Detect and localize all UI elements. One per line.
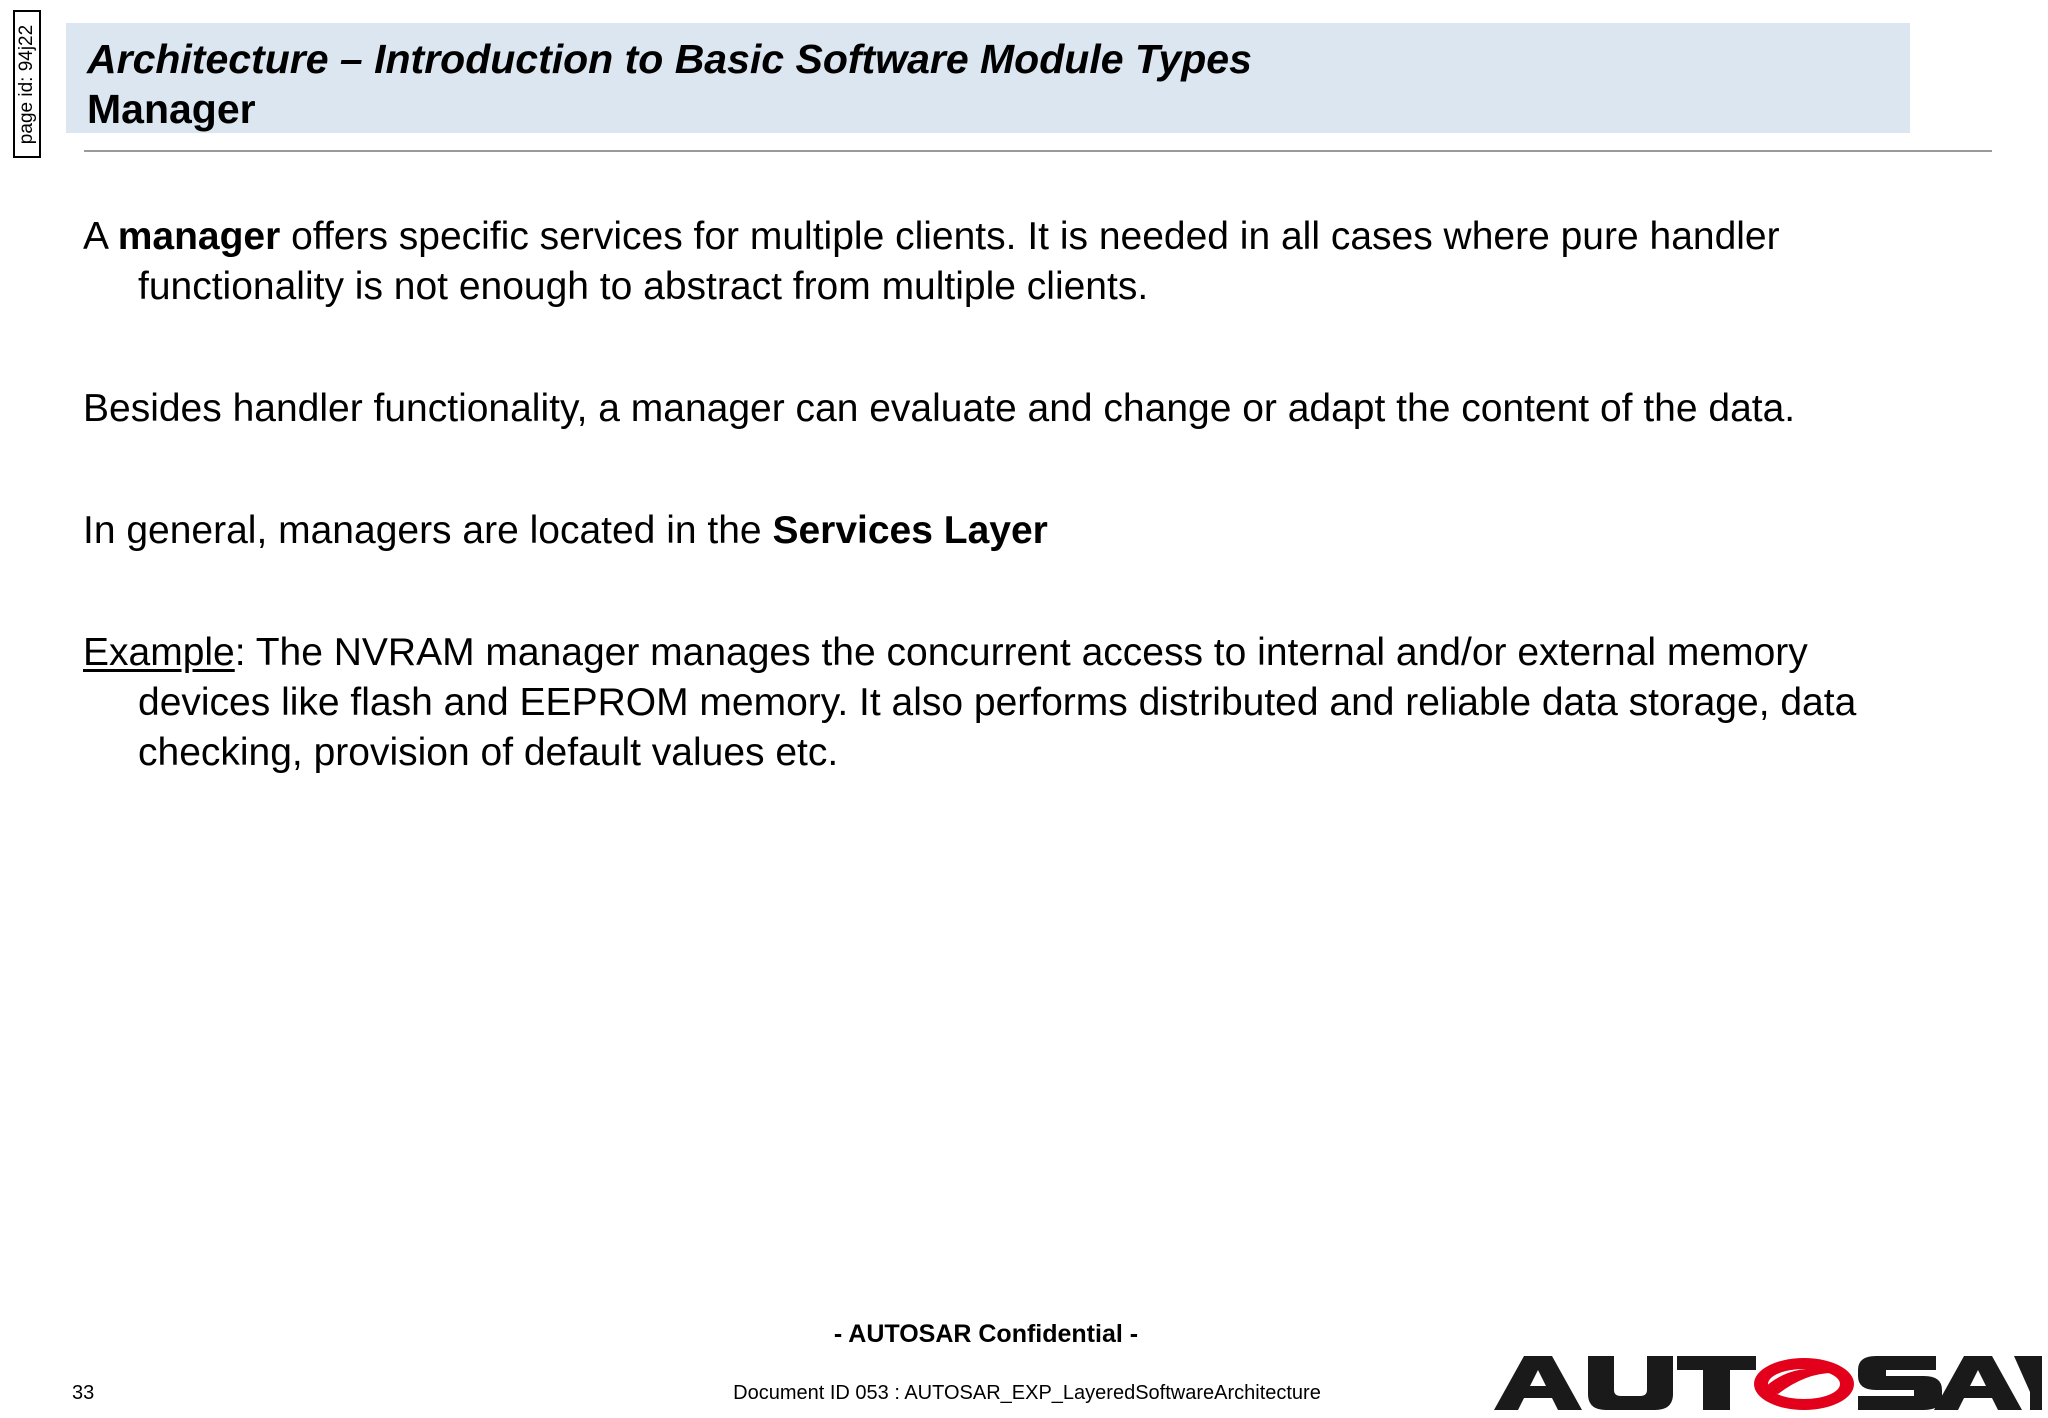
logo-letter-s — [1858, 1356, 1942, 1410]
paragraph-text: : The NVRAM manager manages the concurrent access to internal and/or external memory devices like flash and EEPROM memory. It also performs distributed and reliable data storage, data checking, provision of default values etc. — [138, 631, 1857, 774]
autosar-logo — [1494, 1352, 2042, 1414]
paragraph-services-layer — [83, 506, 1933, 556]
confidential-notice: - AUTOSAR Confidential - — [833, 1320, 1139, 1348]
slide-body — [83, 212, 1933, 778]
logo-letter-t — [1677, 1356, 1756, 1410]
logo-letter-u — [1588, 1356, 1673, 1410]
paragraph-text: offers specific services for multiple clients. It is needed in all cases where pure handler functionality is not enough to abstract from multiple clients. — [138, 215, 1780, 308]
paragraph-text: Besides handler functionality, a manager can evaluate and change or adapt the content of the data. — [83, 387, 1796, 430]
term-manager: manager — [117, 215, 281, 258]
paragraph-manager-definition — [83, 212, 1933, 312]
paragraph-handler-functionality — [83, 384, 1933, 434]
example-label: Example — [83, 631, 235, 674]
paragraph-lead: A — [83, 215, 118, 258]
page-title: Architecture – Introduction to Basic Software Module Types — [87, 36, 1252, 82]
logo-letter-r — [2014, 1356, 2042, 1410]
document-id: Document ID 053 : AUTOSAR_EXP_LayeredSoftwareArchitecture — [733, 1382, 1321, 1404]
term-services-layer: Services Layer — [772, 509, 1048, 552]
page-id-label: page id: 94j22 — [16, 24, 38, 144]
header-divider — [84, 150, 1992, 152]
page-id-box — [13, 10, 41, 158]
page-subtitle: Manager — [87, 86, 256, 132]
paragraph-example — [83, 628, 1933, 778]
page-number: 33 — [72, 1382, 95, 1404]
paragraph-lead: In general, managers are located in the — [83, 509, 773, 552]
